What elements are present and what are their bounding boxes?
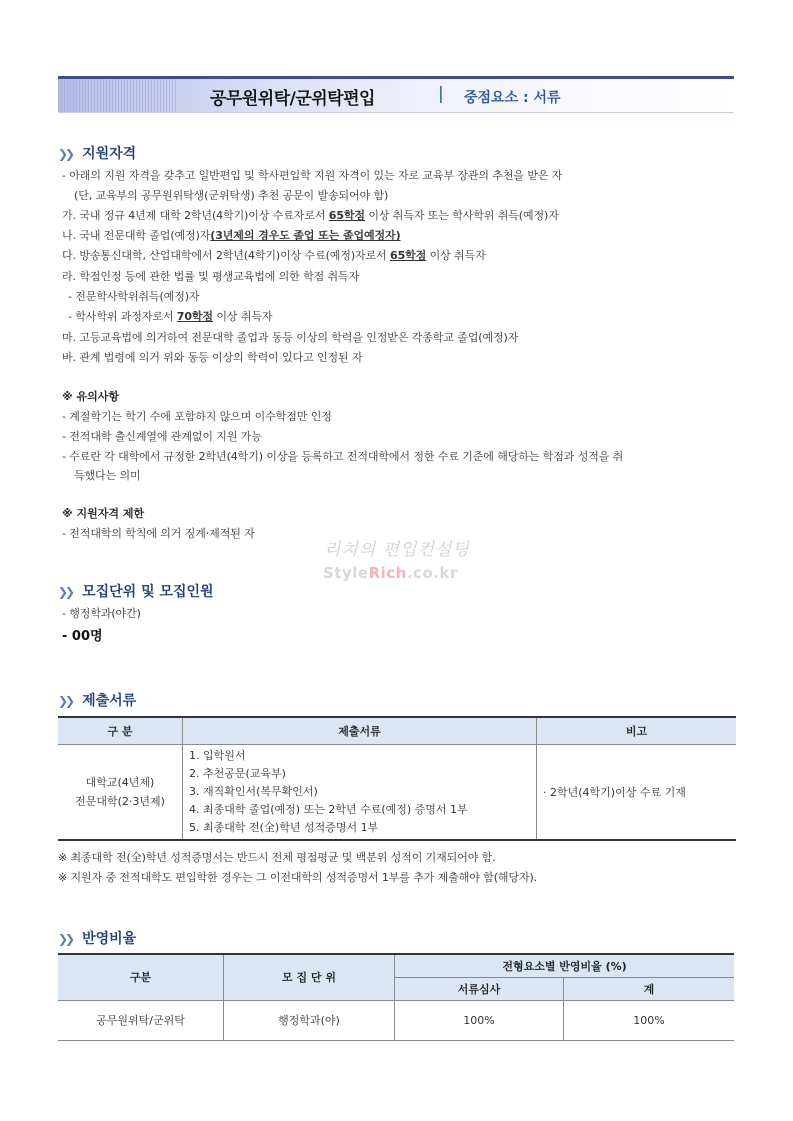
notes-heading: ※ 유의사항 — [62, 390, 120, 403]
note-line: 득했다는 의미 — [74, 469, 141, 482]
header-bottom-rule — [58, 112, 734, 113]
section-heading-documents: ❯❯ 제출서류 — [58, 693, 137, 709]
note-line: - 수료란 각 대학에서 규정한 2학년(4학기) 이상을 등록하고 전적대학에서 정한 수료 기준에 해당하는 학점과 성적을 취 — [62, 450, 624, 463]
section-heading-ratio: ❯❯ 반영비율 — [58, 931, 137, 947]
eligibility-line-ra: 라. 학점인정 등에 관한 법률 및 평생교육법에 의한 학점 취득자 — [62, 270, 360, 283]
documents-table — [58, 716, 736, 841]
eligibility-line-ba: 바. 관계 법령에 의거 위와 동등 이상의 학력이 있다고 인정된 자 — [62, 351, 363, 364]
eligibility-line-ma: 마. 고등교육법에 의거하여 전문대학 졸업과 동등 이상의 학력을 인정받은 각종학교 졸업(예정)자 — [62, 331, 519, 344]
eligibility-line-ga: 가. 국내 정규 4년제 대학 2학년(4학기)이상 수료자로서 65학점 이상 취득자 또는 학사학위 취득(예정)자 — [62, 209, 559, 222]
restriction-heading: ※ 지원자격 제한 — [62, 507, 145, 520]
table-row — [58, 744, 736, 840]
note-line: - 계절학기는 학기 수에 포함하지 않으며 이수학점만 인정 — [62, 410, 332, 423]
eligibility-line-da: 다. 방송통신대학, 산업대학에서 2학년(4학기)이상 수료(예정)자로서 65학점 이상 취득자 — [62, 249, 486, 262]
category-cell — [58, 744, 183, 840]
documents-footnote: ※ 지원자 중 전적대학도 편입학한 경우는 그 이전대학의 성적증명서 1부를 추가 제출해야 함(해당자). — [58, 871, 538, 884]
list-item: 2. 추천공문(교육부) — [189, 766, 286, 780]
chevron-double-right-icon: ❯❯ — [58, 694, 73, 708]
eligibility-line: - 아래의 지원 자격을 갖추고 일반편입 및 학사편입학 지원 자격이 있는 자로 교육부 장관의 추천을 받은 자 — [62, 169, 563, 182]
category-line: 대학교(4년제) — [85, 775, 155, 789]
eligibility-line-na: 나. 국내 전문대학 졸업(예정)자(3년제의 경우도 졸업 또는 졸업예정자) — [62, 229, 401, 242]
watermark-text: 리치의 편입컨설팅 — [324, 540, 470, 560]
recruit-count: - 00명 — [62, 629, 103, 644]
list-item: 4. 최종대학 졸업(예정) 또는 2학년 수료(예정) 증명서 1부 — [189, 802, 468, 816]
table-cell: 100% — [564, 1000, 735, 1040]
section-heading-recruit: ❯❯ 모집단위 및 모집인원 — [58, 584, 214, 600]
header-divider: | — [438, 84, 444, 104]
list-item: 3. 재직확인서(복무확인서) — [189, 784, 318, 798]
remark-cell: · 2학년(4학기)이상 수료 기재 — [537, 744, 737, 840]
col-header: 모 집 단 위 — [224, 954, 395, 1000]
eligibility-line: - 전문학사학위취득(예정)자 — [68, 290, 200, 303]
category-line: 전문대학(2·3년제) — [75, 794, 165, 808]
col-header: 비고 — [537, 717, 737, 744]
col-header: 구분 — [58, 954, 224, 1000]
col-header: 서류심사 — [395, 977, 564, 1000]
col-header: 제출서류 — [183, 717, 537, 744]
watermark-url: StyleRich.co.kr — [323, 564, 458, 582]
table-cell: 100% — [395, 1000, 564, 1040]
page-subtitle: 중점요소 : 서류 — [464, 90, 561, 106]
chevron-double-right-icon: ❯❯ — [58, 585, 73, 599]
eligibility-line: (단, 교육부의 공무원위탁생(군위탁생) 추천 공문이 발송되어야 함) — [74, 189, 389, 202]
ratio-table — [58, 953, 734, 1041]
chevron-double-right-icon: ❯❯ — [58, 932, 73, 946]
recruit-dept: - 행정학과(야간) — [62, 607, 141, 620]
documents-list-cell — [183, 744, 537, 840]
list-item: 1. 입학원서 — [189, 748, 246, 762]
table-header-row — [58, 717, 736, 744]
col-header-group: 전형요소별 반영비율 (%) — [395, 954, 735, 977]
header-band-pattern — [58, 79, 178, 112]
col-header: 계 — [564, 977, 735, 1000]
table-header-row — [58, 954, 734, 977]
col-header: 구 분 — [58, 717, 183, 744]
documents-footnote: ※ 최종대학 전(全)학년 성적증명서는 반드시 전체 평점평균 및 백분위 성적이 기재되어야 함. — [58, 851, 496, 864]
note-line: - 전적대학 출신계열에 관계없이 지원 가능 — [62, 430, 262, 443]
restriction-line: - 전적대학의 학칙에 의거 징계·제적된 자 — [62, 527, 255, 540]
section-heading-eligibility: ❯❯ 지원자격 — [58, 146, 137, 162]
page-title: 공무원위탁/군위탁편입 — [210, 89, 375, 109]
eligibility-line: - 학사학위 과정자로서 70학점 이상 취득자 — [68, 310, 273, 323]
table-cell: 행정학과(야) — [224, 1000, 395, 1040]
table-row — [58, 1000, 734, 1040]
table-cell: 공무원위탁/군위탁 — [58, 1000, 224, 1040]
list-item: 5. 최종대학 전(全)학년 성적증명서 1부 — [189, 820, 379, 834]
chevron-double-right-icon: ❯❯ — [58, 147, 73, 161]
